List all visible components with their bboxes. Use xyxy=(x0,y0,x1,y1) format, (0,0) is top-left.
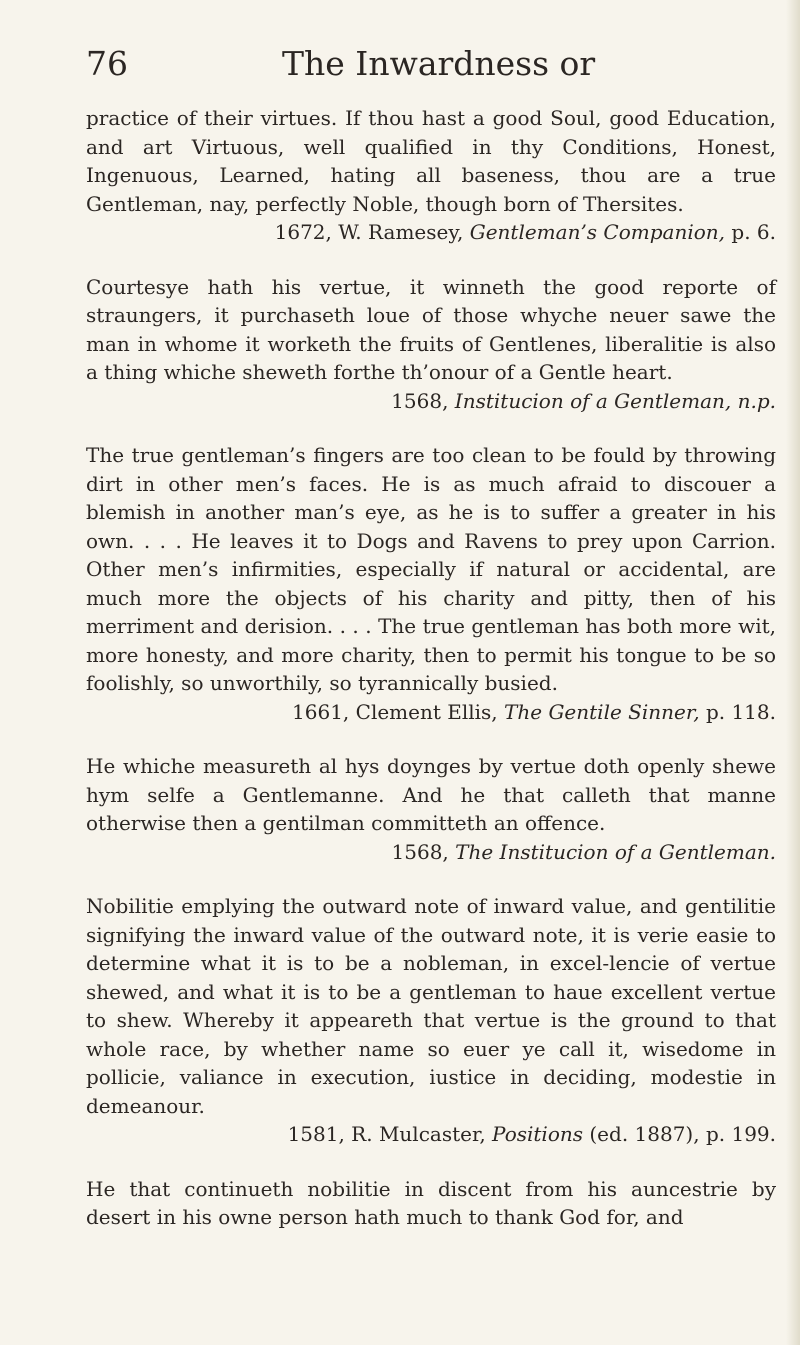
final-paragraph: He that continueth nobilitie in discent from his auncestrie by desert in his owne person hath much to thank God for, and xyxy=(86,1176,776,1229)
quotation-paragraph: The true gentleman’s fingers are too clean to be fould by throwing dirt in other men’s faces. He is as much afraid to discouer a blemish in another man’s eye, as he is to suffer a greater in his own. . . . He leaves it to Dogs and Ravens to prey upon Carrion. Other men’s infirmities, especially if natural or accidental, are much more the objects of his charity and pitty, then of his merriment and derision. . . . The true gentleman has both more wit, more honesty, and more charity, then to permit his tongue to be so foolishly, so unworthily, so tyrannically busied. xyxy=(86,443,776,695)
citation xyxy=(86,838,776,867)
citation xyxy=(86,698,776,727)
citation xyxy=(86,387,776,416)
citation-suffix: p. 6. xyxy=(731,220,776,244)
running-head-title: The Inwardness or xyxy=(282,44,596,83)
running-head xyxy=(86,44,776,84)
citation-prefix: 1672, W. Ramesey, xyxy=(274,220,464,244)
page-edge-shadow xyxy=(786,0,800,1345)
citation-prefix: 1568, xyxy=(391,839,449,864)
citation-prefix: 1568, xyxy=(391,388,449,413)
citation-work: Positions xyxy=(492,1122,584,1146)
citation-work: The Institucion of a Gentleman. xyxy=(455,839,776,864)
citation-work: The Gentile Sinner, xyxy=(504,699,700,724)
citation xyxy=(86,218,776,247)
quotation-paragraph: He whiche measureth al hys doynges by vertue doth openly shewe hym selfe a Gentlemanne. And he that calleth that manne otherwise then a gentilman committeth an offence. xyxy=(86,754,776,835)
citation-suffix: (ed. 1887), p. 199. xyxy=(589,1122,776,1146)
citation xyxy=(86,1120,776,1149)
citation-work: Institucion of a Gentleman, n.p. xyxy=(454,388,776,413)
quotation-paragraph: practice of their virtues. If thou hast a good Soul, good Education, and art Virtuous, well qualified in thy Conditions, Honest, Ingenuous, Learned, hating all baseness, thou are a true Gentleman, nay, perfectly Noble, though born of Thersites. xyxy=(86,106,776,216)
citation-prefix: 1581, R. Mulcaster, xyxy=(287,1122,486,1146)
citation-work: Gentleman’s Companion, xyxy=(469,220,726,244)
quotation-paragraph: Courtesye hath his vertue, it winneth the good reporte of straungers, it purchaseth loue of those whyche neuer sawe the man in whome it worketh the fruits of Gentlenes, liberalitie is also a thing whiche sheweth forthe th’onour of a Gentle heart. xyxy=(86,274,776,384)
citation-suffix: p. 118. xyxy=(705,699,776,724)
quotation-paragraph: Nobilitie emplying the outward note of inward value, and gentilitie signifying the inward value of the outward note, it is verie easie to determine what it is to be a nobleman, in excel-lencie of vertue shewed, and what it is to be a gentleman to haue excellent vertue to shew. Whereby it appeareth that vertue is the ground to that whole race, by whether name so euer ye call it, wisedome in pollicie, valiance in execution, iustice in deciding, modestie in demeanour. xyxy=(86,894,776,1118)
citation-prefix: 1661, Clement Ellis, xyxy=(292,699,498,724)
page-number: 76 xyxy=(86,44,128,83)
page-body xyxy=(86,104,776,1232)
